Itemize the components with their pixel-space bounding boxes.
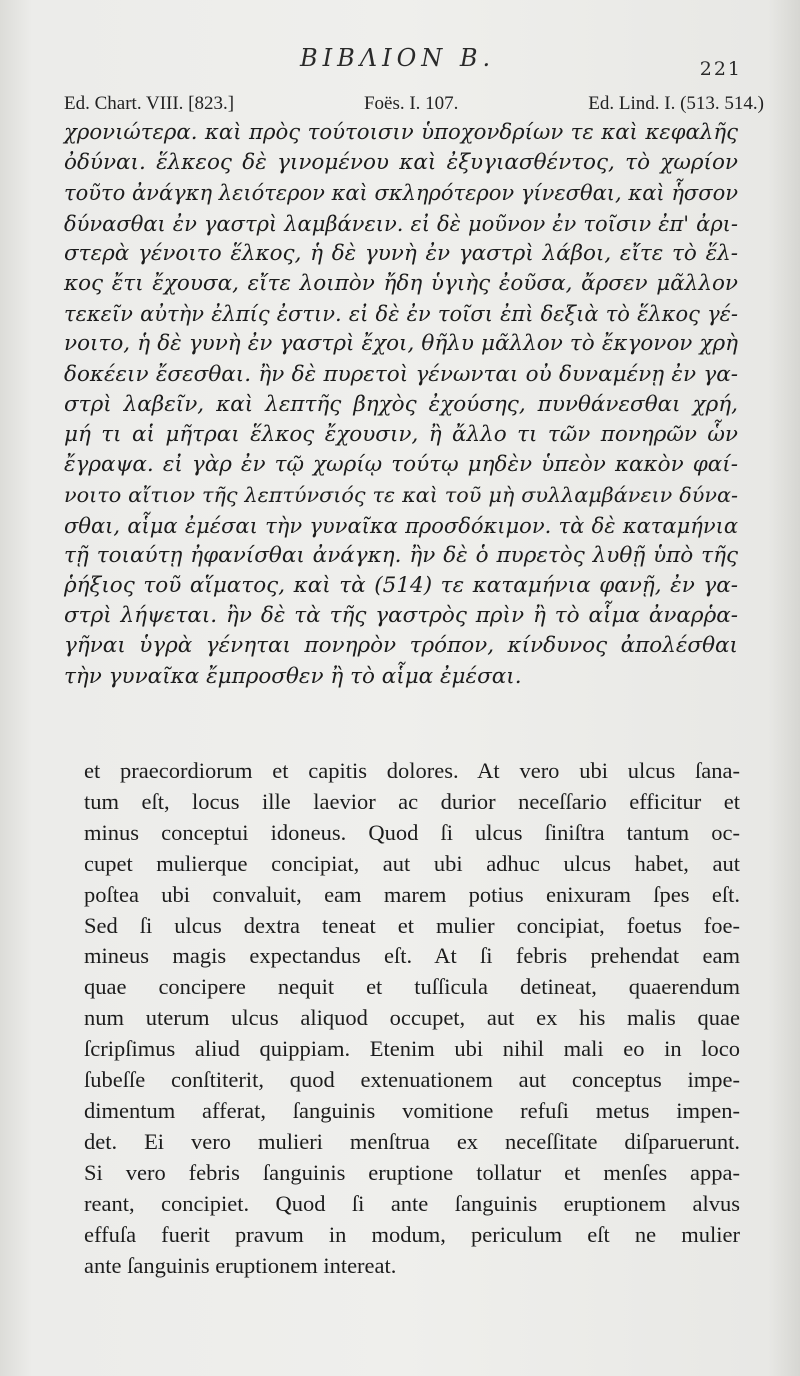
edition-ref-lind: Ed. Lind. I. (513. 514.) (588, 93, 764, 114)
greek-line: τῇ τοιαύτῃ ἠφανίσθαι ἀνάγκη. ἢν δὲ ὁ πυρετὸς λυθῇ ὑπὸ τῆς (64, 542, 738, 568)
latin-line: mineus magis expectandus eſt. At ſi febris prehendat eam (84, 943, 740, 969)
greek-line: ἔγραψα. εἰ γὰρ ἐν τῷ χωρίῳ τούτῳ μηδὲν ὑπεὸν κακὸν φαί- (64, 452, 738, 478)
greek-line: γῆναι ὑγρὰ γένηται πονηρὸν τρόπον, κίνδυνος ἀπολέσθαι (64, 633, 738, 659)
latin-line: ſubeſſe conſtiterit, quod extenuationem aut conceptus impe- (84, 1067, 740, 1093)
greek-line: στρὶ λήψεται. ἢν δὲ τὰ τῆς γαστρὸς πρὶν ἢ τὸ αἷμα ἀναρῥα- (64, 603, 738, 629)
greek-line: μή τι αἱ μῆτραι ἕλκος ἔχουσιν, ἢ ἄλλο τι τῶν πονηρῶν ὧν (64, 422, 738, 448)
greek-line: κος ἔτι ἔχουσα, εἴτε λοιπὸν ἤδη ὑγιὴς ἐοῦσα, ἄρσεν μᾶλλον (64, 271, 738, 297)
latin-line: ſcripſimus aliud quippiam. Etenim ubi nihil mali eo in loco (84, 1036, 740, 1062)
running-head (0, 44, 800, 84)
edition-ref-foes: Foës. I. 107. (363, 93, 459, 114)
greek-line: τὴν γυναῖκα ἔμπροσθεν ἢ τὸ αἷμα ἐμέσαι. (64, 663, 522, 689)
greek-line: ῥήξιος τοῦ αἵματος, καὶ τὰ (514) τε καταμήνια φανῇ, ἐν γα- (64, 573, 738, 599)
latin-line: et praecordiorum et capitis dolores. At vero ubi ulcus ſana- (84, 758, 740, 783)
greek-line: στρὶ λαβεῖν, καὶ λεπτῆς βηχὸς ἐχούσης, πυνθάνεσθαι χρή, (64, 391, 738, 417)
greek-line: χρονιώτερα. καὶ πρὸς τούτοισιν ὑποχονδρίων τε καὶ κεφαλῆς (64, 120, 738, 145)
latin-line: cupet mulierque concipiat, aut ubi adhuc ulcus habet, aut (84, 850, 740, 876)
greek-line: νοιτο αἴτιον τῆς λεπτύνσιός τε καὶ τοῦ μὴ συλλαμβάνειν δύνα- (64, 483, 738, 508)
latin-line: effuſa fuerit pravum in modum, periculum eſt ne mulier (84, 1221, 740, 1247)
running-head-title: ΒΙΒΛΙΟΝ Β. (300, 44, 496, 72)
latin-line: minus conceptui idoneus. Quod ſi ulcus ſiniſtra tantum oc- (84, 819, 740, 845)
greek-line: τοῦτο ἀνάγκη λειότερον καὶ σκληρότερον γίνεσθαι, καὶ ἧσσον (64, 181, 738, 206)
greek-text-block (64, 118, 738, 692)
greek-line: δύνασθαι ἐν γαστρὶ λαμβάνειν. εἰ δὲ μοῦνον ἐν τοῖσιν ἐπ' ἀρι- (64, 211, 738, 236)
latin-line: dimentum afferat, ſanguinis vomitione refuſi metus impen- (84, 1097, 740, 1123)
greek-line: ὀδύναι. ἕλκεος δὲ γινομένου καὶ ἐξυγιασθέντος, τὸ χωρίον (64, 150, 738, 176)
latin-line: num uterum ulcus aliquod occupet, aut ex his malis quae (84, 1005, 740, 1031)
edition-references (64, 93, 764, 115)
latin-line: Si vero febris ſanguinis eruptione tollatur et menſes appa- (84, 1159, 740, 1185)
latin-line: quae concipere nequit et tuſſicula detineat, quaerendum (84, 974, 740, 1000)
edition-ref-chart: Ed. Chart. VIII. [823.] (64, 93, 235, 114)
latin-line: reant, concipiet. Quod ſi ante ſanguinis eruptionem alvus (84, 1190, 740, 1216)
greek-line: στερὰ γένοιτο ἕλκος, ἡ δὲ γυνὴ ἐν γαστρὶ λάβοι, εἴτε τὸ ἕλ- (64, 240, 738, 266)
greek-line: νοιτο, ἡ δὲ γυνὴ ἐν γαστρὶ ἔχοι, θῆλυ μᾶλλον τὸ ἔκγονον χρὴ (64, 331, 738, 357)
greek-line: δοκέειν ἔσεσθαι. ἢν δὲ πυρετοὶ γένωνται οὐ δυναμένῃ ἐν γα- (64, 361, 738, 387)
latin-line: det. Ei vero mulieri menſtrua ex neceſſitate diſparuerunt. (84, 1128, 740, 1154)
latin-line: ante ſanguinis eruptionem intereat. (84, 1252, 397, 1278)
latin-text-block (84, 756, 740, 1281)
page-number: 221 (699, 58, 742, 80)
latin-line: tum eſt, locus ille laevior ac durior neceſſario efficitur et (84, 788, 740, 814)
latin-line: Sed ſi ulcus dextra teneat et mulier concipiat, foetus foe- (84, 912, 740, 938)
latin-line: poſtea ubi convaluit, eam marem potius enixuram ſpes eſt. (84, 881, 740, 907)
greek-line: τεκεῖν αὐτὴν ἐλπίς ἐστιν. εἰ δὲ ἐν τοῖσι ἐπὶ δεξιὰ τὸ ἕλκος γέ- (64, 302, 738, 327)
greek-line: σθαι, αἷμα ἐμέσαι τὴν γυναῖκα προσδόκιμον. τὰ δὲ καταμήνια (64, 513, 738, 538)
